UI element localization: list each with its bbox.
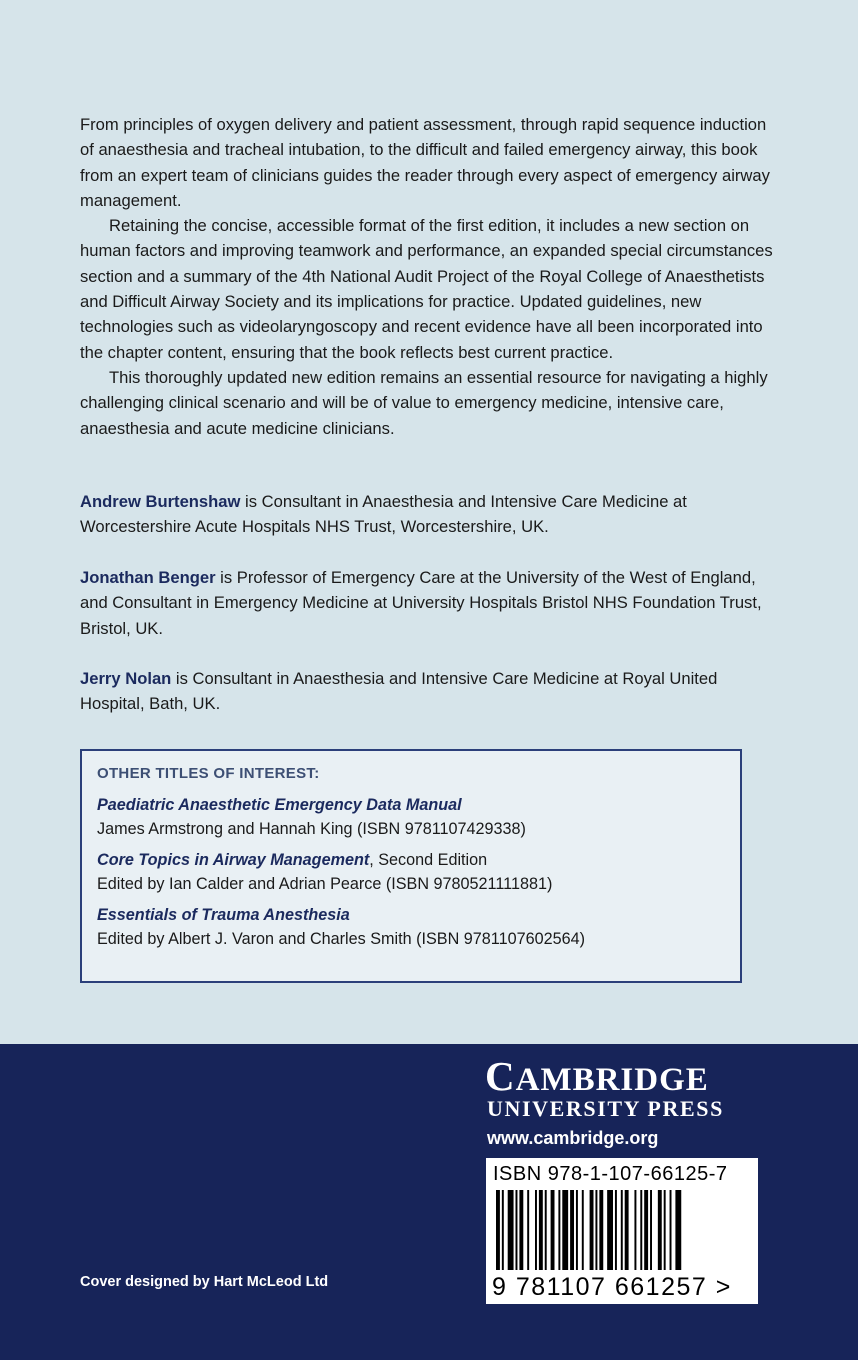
author-description: is Professor of Emergency Care at the University of the West of England, and Consultant in Emergency Medicine at University Hospitals Bristol NHS Foundation Trust, Bristol, UK.	[80, 568, 762, 638]
barcode-bar	[551, 1190, 555, 1270]
barcode-bar	[576, 1190, 578, 1270]
barcode-bar	[625, 1190, 629, 1270]
other-title-entry	[97, 903, 740, 951]
publisher-initial: C	[485, 1053, 516, 1099]
barcode-bar	[670, 1190, 672, 1270]
publisher-name-rest: AMBRIDGE	[515, 1062, 709, 1098]
barcode-bar	[644, 1190, 648, 1270]
barcode-bar	[634, 1190, 636, 1270]
barcode-bar	[650, 1190, 652, 1270]
barcode-bar	[615, 1190, 617, 1270]
other-title-entry	[97, 848, 740, 896]
barcode-bar	[562, 1190, 568, 1270]
book-details: James Armstrong and Hannah King (ISBN 9781107429338)	[97, 820, 526, 838]
publisher-subname: UNIVERSITY PRESS	[487, 1096, 724, 1121]
barcode-bar	[675, 1190, 681, 1270]
barcode-bar	[539, 1190, 543, 1270]
isbn-label: ISBN 978-1-107-66125-7	[493, 1163, 728, 1185]
barcode-bar	[640, 1190, 642, 1270]
blurb-paragraph-1: From principles of oxygen delivery and patient assessment, through rapid sequence induction of anaesthesia and tracheal intubation, to the difficult and failed emergency airway, this book from an expert team of clinicians guides the reader through every aspect of emergency airway management.	[80, 115, 770, 210]
author-description: is Consultant in Anaesthesia and Intensive Care Medicine at Royal United Hospital, Bath, UK.	[80, 669, 718, 714]
other-titles-box	[80, 749, 742, 983]
isbn-barcode	[486, 1158, 758, 1304]
barcode-bar	[502, 1190, 504, 1270]
barcode-number: 9 781107 661257 >	[492, 1273, 732, 1301]
barcode-bar	[658, 1190, 662, 1270]
author-name: Jerry Nolan	[80, 669, 172, 688]
blurb-paragraph-3: This thoroughly updated new edition remains an essential resource for navigating a highly challenging clinical scenario and will be of value to emergency medicine, intensive care, anaesthesia and acute medicine clinicians.	[80, 367, 768, 438]
barcode-bar	[607, 1190, 613, 1270]
barcode-bar	[545, 1190, 547, 1270]
barcode-bar	[582, 1190, 584, 1270]
barcode-bar	[527, 1190, 529, 1270]
author-description: is Consultant in Anaesthesia and Intensive Care Medicine at Worcestershire Acute Hospitals NHS Trust, Worcestershire, UK.	[80, 492, 687, 537]
cover-credit: Cover designed by Hart McLeod Ltd	[80, 1274, 329, 1290]
book-title: Paediatric Anaesthetic Emergency Data Manual	[97, 796, 462, 814]
author-bio-benger	[80, 565, 780, 641]
barcode-bar	[599, 1190, 603, 1270]
barcode-bar	[664, 1190, 666, 1270]
book-edition: , Second Edition	[369, 851, 488, 869]
book-details: Edited by Albert J. Varon and Charles Smith (ISBN 9781107602564)	[97, 930, 586, 948]
publisher-website: www.cambridge.org	[487, 1128, 659, 1148]
blurb	[80, 112, 780, 441]
barcode-bar	[496, 1190, 500, 1270]
barcode-bar	[595, 1190, 597, 1270]
blurb-paragraph-2: Retaining the concise, accessible format of the first edition, it includes a new section on human factors and improving teamwork and performance, an expanded special circumstances section and a summary of the 4th National Audit Project of the Royal College of Anaesthetists and Difficult Airway Society and its implications for practice. Updated guidelines, new technologies such as videolaryngoscopy and recent evidence have all been incorporated into the chapter content, ensuring that the book reflects best current practice.	[80, 216, 773, 362]
barcode-bar	[508, 1190, 514, 1270]
book-title: Essentials of Trauma Anesthesia	[97, 906, 350, 924]
book-details: Edited by Ian Calder and Adrian Pearce (ISBN 9780521111881)	[97, 875, 553, 893]
other-title-entry	[97, 793, 740, 841]
barcode-bar	[516, 1190, 518, 1270]
author-bio-burtenshaw	[80, 489, 780, 540]
book-title: Core Topics in Airway Management	[97, 851, 370, 869]
barcode-bar	[570, 1190, 574, 1270]
author-name: Jonathan Benger	[80, 568, 216, 587]
barcode-bar	[519, 1190, 523, 1270]
barcode-bar	[621, 1190, 623, 1270]
barcode-bar	[535, 1190, 537, 1270]
author-name: Andrew Burtenshaw	[80, 492, 241, 511]
barcode-bar	[590, 1190, 594, 1270]
barcode-bar	[558, 1190, 560, 1270]
author-bio-nolan	[80, 666, 780, 717]
other-titles-heading: OTHER TITLES OF INTEREST:	[97, 765, 320, 782]
